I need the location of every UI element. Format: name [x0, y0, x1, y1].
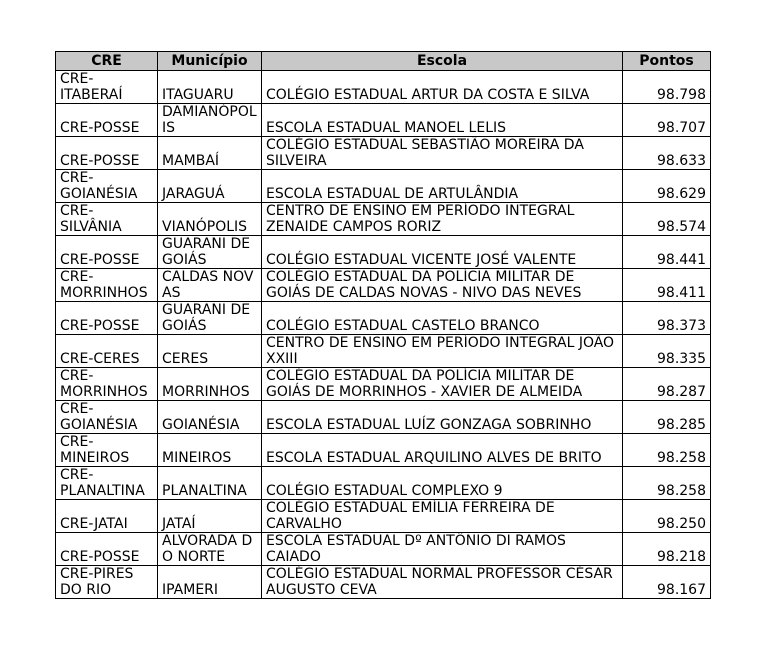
cell-escola: COLÉGIO ESTADUAL NORMAL PROFESSOR CÉSAR AUGUSTO CEVA	[262, 566, 623, 599]
cell-cre: CRE-POSSE	[56, 533, 158, 566]
table-row	[56, 467, 711, 500]
cell-pontos: 98.167	[623, 566, 711, 599]
table-row	[56, 368, 711, 401]
cell-municipio: GUARANI DE GOIÁS	[158, 302, 262, 335]
header-escola: Escola	[262, 52, 623, 71]
cell-escola: ESCOLA ESTADUAL DE ARTULÂNDIA	[262, 170, 623, 203]
cell-pontos: 98.335	[623, 335, 711, 368]
cell-pontos: 98.441	[623, 236, 711, 269]
cell-escola: ESCOLA ESTADUAL LUÍZ GONZAGA SOBRINHO	[262, 401, 623, 434]
cell-cre: CRE-MORRINHOS	[56, 368, 158, 401]
cell-escola: CENTRO DE ENSINO EM PERÍODO INTEGRAL JOÃO XXIII	[262, 335, 623, 368]
cell-municipio: ALVORADA DO NORTE	[158, 533, 262, 566]
table-row	[56, 500, 711, 533]
cell-cre: CRE-MORRINHOS	[56, 269, 158, 302]
cell-escola: COLÉGIO ESTADUAL SEBASTIÃO MOREIRA DA SILVEIRA	[262, 137, 623, 170]
cell-cre: CRE-SILVÂNIA	[56, 203, 158, 236]
table-row	[56, 434, 711, 467]
table-row	[56, 236, 711, 269]
table-row	[56, 401, 711, 434]
cell-municipio: VIANÓPOLIS	[158, 203, 262, 236]
cell-municipio: ITAGUARU	[158, 71, 262, 104]
cell-cre: CRE-POSSE	[56, 137, 158, 170]
cell-pontos: 98.218	[623, 533, 711, 566]
cell-escola: COLÉGIO ESTADUAL EMÍLIA FERREIRA DE CARVALHO	[262, 500, 623, 533]
cell-cre: CRE-POSSE	[56, 236, 158, 269]
header-municipio: Município	[158, 52, 262, 71]
cell-escola: COLÉGIO ESTADUAL VICENTE JOSÉ VALENTE	[262, 236, 623, 269]
cell-municipio: IPAMERI	[158, 566, 262, 599]
table-row	[56, 137, 711, 170]
cell-municipio: MAMBAÍ	[158, 137, 262, 170]
cell-escola: COLÉGIO ESTADUAL CASTELO BRANCO	[262, 302, 623, 335]
table-row	[56, 104, 711, 137]
table-row	[56, 566, 711, 599]
cell-escola: CENTRO DE ENSINO EM PERÍODO INTEGRAL ZENAIDE CAMPOS RORIZ	[262, 203, 623, 236]
cell-escola: COLÉGIO ESTADUAL ARTUR DA COSTA E SILVA	[262, 71, 623, 104]
cell-municipio: PLANALTINA	[158, 467, 262, 500]
cell-pontos: 98.373	[623, 302, 711, 335]
cell-pontos: 98.633	[623, 137, 711, 170]
cell-municipio: GOIANÉSIA	[158, 401, 262, 434]
cell-pontos: 98.258	[623, 467, 711, 500]
cell-escola: ESCOLA ESTADUAL Dº ANTÔNIO DI RAMOS CAIADO	[262, 533, 623, 566]
cell-cre: CRE-PIRES DO RIO	[56, 566, 158, 599]
cell-escola: ESCOLA ESTADUAL ARQUILINO ALVES DE BRITO	[262, 434, 623, 467]
cell-cre: CRE-CERES	[56, 335, 158, 368]
schools-ranking-table	[55, 51, 711, 599]
cell-pontos: 98.629	[623, 170, 711, 203]
cell-cre: CRE-GOIANÉSIA	[56, 170, 158, 203]
cell-municipio: MINEIROS	[158, 434, 262, 467]
cell-cre: CRE-POSSE	[56, 302, 158, 335]
cell-cre: CRE-MINEIROS	[56, 434, 158, 467]
table-row	[56, 203, 711, 236]
cell-pontos: 98.250	[623, 500, 711, 533]
cell-pontos: 98.411	[623, 269, 711, 302]
table-row	[56, 71, 711, 104]
table-row	[56, 533, 711, 566]
cell-escola: ESCOLA ESTADUAL MANOEL LELIS	[262, 104, 623, 137]
cell-escola: COLÉGIO ESTADUAL DA POLÍCIA MILITAR DE GOIÁS DE MORRINHOS - XAVIER DE ALMEIDA	[262, 368, 623, 401]
cell-municipio: JARAGUÁ	[158, 170, 262, 203]
cell-pontos: 98.258	[623, 434, 711, 467]
header-row	[56, 52, 711, 71]
cell-municipio: GUARANI DE GOIÁS	[158, 236, 262, 269]
cell-cre: CRE-ITABERAÍ	[56, 71, 158, 104]
cell-cre: CRE-PLANALTINA	[56, 467, 158, 500]
header-cre: CRE	[56, 52, 158, 71]
cell-municipio: CALDAS NOVAS	[158, 269, 262, 302]
cell-cre: CRE-JATAI	[56, 500, 158, 533]
cell-municipio: CERES	[158, 335, 262, 368]
cell-municipio: DAMIANÓPOLIS	[158, 104, 262, 137]
cell-cre: CRE-POSSE	[56, 104, 158, 137]
cell-cre: CRE-GOIANÉSIA	[56, 401, 158, 434]
cell-escola: COLÉGIO ESTADUAL DA POLÍCIA MILITAR DE GOIÁS DE CALDAS NOVAS - NIVO DAS NEVES	[262, 269, 623, 302]
header-pontos: Pontos	[623, 52, 711, 71]
table-row	[56, 302, 711, 335]
cell-pontos: 98.798	[623, 71, 711, 104]
cell-pontos: 98.574	[623, 203, 711, 236]
table-row	[56, 269, 711, 302]
cell-municipio: MORRINHOS	[158, 368, 262, 401]
cell-escola: COLÉGIO ESTADUAL COMPLEXO 9	[262, 467, 623, 500]
cell-pontos: 98.287	[623, 368, 711, 401]
cell-pontos: 98.707	[623, 104, 711, 137]
cell-pontos: 98.285	[623, 401, 711, 434]
cell-municipio: JATAÍ	[158, 500, 262, 533]
table-row	[56, 335, 711, 368]
table-row	[56, 170, 711, 203]
